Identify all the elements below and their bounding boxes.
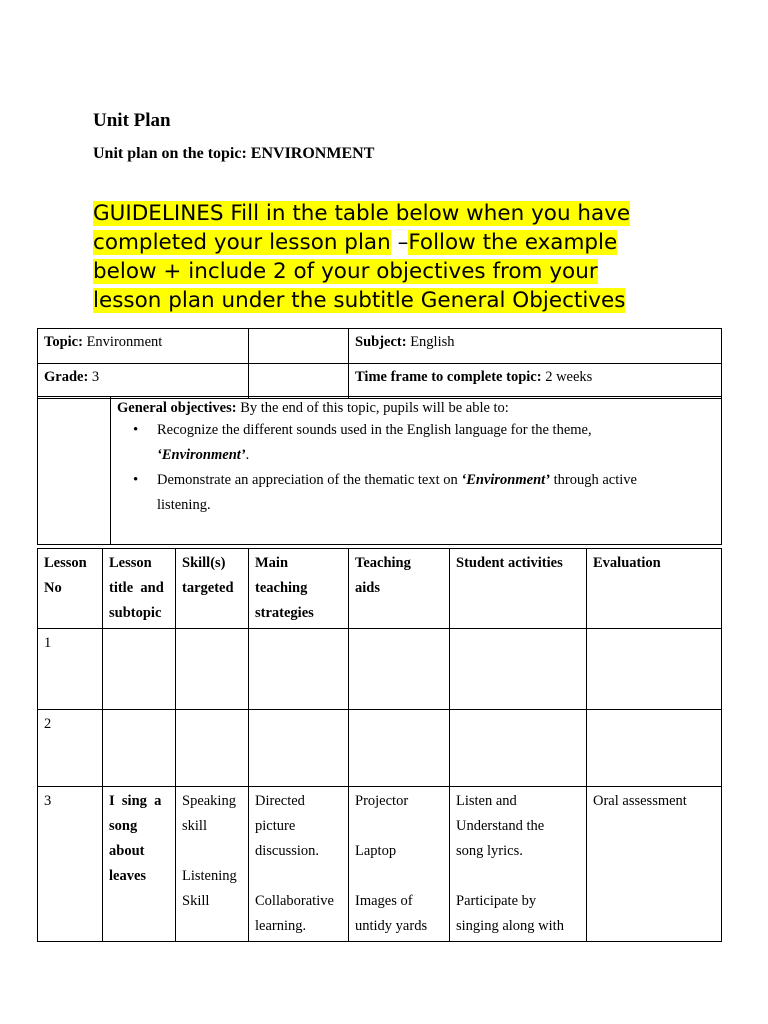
- lesson-no-cell: 2: [38, 710, 103, 787]
- lesson-no-cell: 1: [38, 629, 103, 710]
- empty-cell: [249, 329, 349, 364]
- lesson-title-cell: I sing a song about leaves: [103, 787, 176, 942]
- objective-1-end: .: [245, 447, 250, 463]
- subject-label: Subject:: [355, 334, 407, 350]
- header-lesson-title: Lesson title and subtopic: [103, 549, 176, 629]
- document-subtitle: Unit plan on the topic: ENVIRONMENT: [93, 145, 375, 162]
- timeframe-value: 2 weeks: [541, 369, 593, 385]
- aids-cell: Projector Laptop Images of untidy yards: [349, 787, 450, 942]
- info-table: [37, 328, 722, 399]
- header-skills: Skill(s) targeted: [176, 549, 249, 629]
- table-row: [38, 787, 722, 942]
- objectives-table: [37, 396, 722, 545]
- header-activities: Student activities: [450, 549, 587, 629]
- objective-2-part-c: through active: [550, 472, 637, 488]
- timeframe-label: Time frame to complete topic:: [355, 369, 542, 385]
- header-evaluation: Evaluation: [587, 549, 722, 629]
- lesson-table: [37, 548, 722, 942]
- evaluation-cell: Oral assessment: [587, 787, 722, 942]
- guidelines-line-2a: completed your lesson plan: [93, 230, 391, 255]
- objective-2-line-2: listening.: [157, 497, 211, 513]
- subject-cell: [349, 329, 722, 364]
- objectives-spacer-cell: [38, 397, 111, 545]
- header-aids: Teaching aids: [349, 549, 450, 629]
- guidelines-line-1: GUIDELINES Fill in the table below when you have: [93, 201, 631, 226]
- guidelines-dash: –: [390, 230, 409, 255]
- objectives-label: General objectives:: [117, 400, 237, 416]
- guidelines-text: [93, 199, 733, 315]
- grade-label: Grade:: [44, 369, 89, 385]
- table-row: [38, 710, 722, 787]
- empty-cell: [249, 364, 349, 399]
- subject-value: English: [406, 334, 455, 350]
- objective-2-theme: ‘Environment’: [461, 472, 551, 488]
- table-row: [38, 629, 722, 710]
- lesson-table-header: [38, 549, 722, 629]
- grade-cell: [38, 364, 249, 399]
- topic-cell: [38, 329, 249, 364]
- activities-cell: Listen and Understand the song lyrics. Participate by singing along with: [450, 787, 587, 942]
- objectives-intro: By the end of this topic, pupils will be able to:: [236, 400, 509, 416]
- objectives-cell: [111, 397, 722, 545]
- header-lesson-no: Lesson No: [38, 549, 103, 629]
- objective-item: [157, 418, 721, 468]
- guidelines-line-4: lesson plan under the subtitle General Objectives: [93, 288, 626, 313]
- document-title: Unit Plan: [93, 110, 171, 131]
- lesson-no-cell: 3: [38, 787, 103, 942]
- objective-item: [157, 468, 721, 518]
- topic-value: Environment: [82, 334, 163, 350]
- header-strategies: Main teaching strategies: [249, 549, 349, 629]
- strategies-cell: Directed picture discussion. Collaborative learning.: [249, 787, 349, 942]
- guidelines-line-2c: Follow the example: [408, 230, 618, 255]
- objectives-list: [111, 418, 721, 518]
- guidelines-line-3: below + include 2 of your objectives from your: [93, 259, 598, 284]
- topic-label: Topic:: [44, 334, 83, 350]
- objective-1-theme: ‘Environment’: [157, 447, 246, 463]
- objective-1-line-1: Recognize the different sounds used in the English language for the theme,: [157, 422, 592, 438]
- timeframe-cell: [349, 364, 722, 399]
- grade-value: 3: [88, 369, 100, 385]
- skills-cell: Speaking skill Listening Skill: [176, 787, 249, 942]
- objective-2-part-a: Demonstrate an appreciation of the thematic text on: [157, 472, 462, 488]
